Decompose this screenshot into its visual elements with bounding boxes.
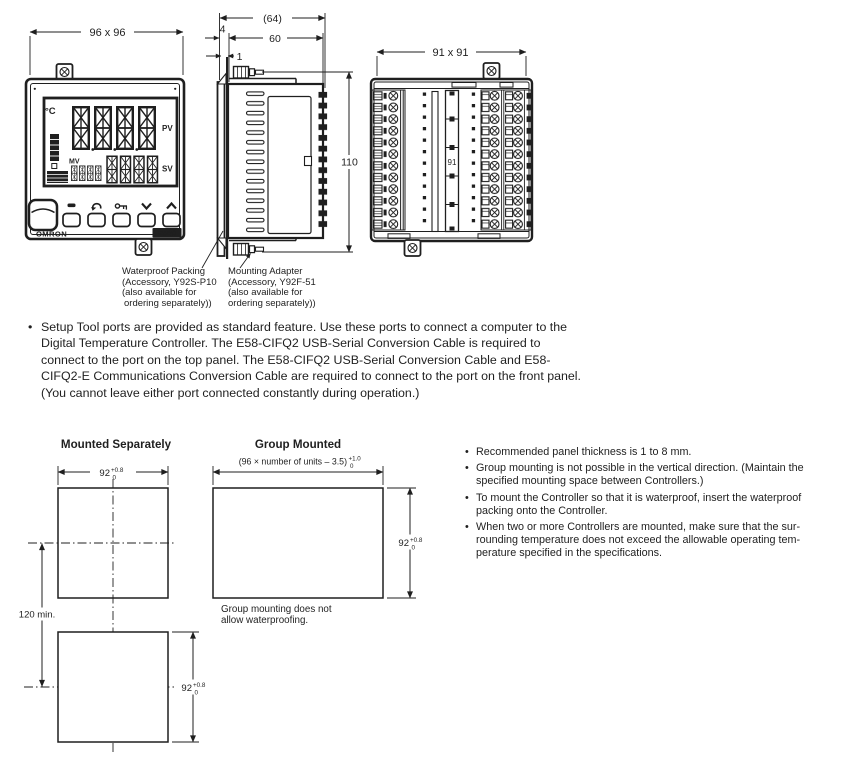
svg-text:+0.8: +0.8 xyxy=(193,682,206,689)
level-key-button xyxy=(63,214,80,227)
shift-key-button xyxy=(113,214,130,227)
mounting-notes xyxy=(465,446,854,563)
side-dim-height: 110 xyxy=(341,156,358,169)
group-mount-caption: Group mounting does not allow waterproofing. xyxy=(221,604,332,626)
mv-label: MV xyxy=(69,158,80,166)
front-view xyxy=(26,26,184,256)
mounting-note-item: • When two or more Controllers are mounted, make sure that the sur- rounding temperature does not exceed the allowable operating tem- perature specified in the specifications. xyxy=(465,521,854,560)
brand-logo: OMRON xyxy=(36,229,68,239)
mounting-note-item: • To mount the Controller so that it is waterproof, insert the waterproof packing onto the Controller. xyxy=(465,492,854,518)
mounting-note-item: • Recommended panel thickness is 1 to 8 mm. xyxy=(465,446,854,459)
up-key-button xyxy=(163,214,180,227)
svg-text:0: 0 xyxy=(112,474,117,482)
level-key-icon xyxy=(68,204,76,208)
sep-width-dim: 92 xyxy=(99,468,110,479)
rear-view xyxy=(371,46,532,257)
side-dim-total: (64) xyxy=(263,13,282,25)
svg-text:0: 0 xyxy=(194,689,199,697)
side-dim-panel: 1 xyxy=(236,51,243,63)
side-dim-body: 60 xyxy=(269,33,281,45)
side-dim-bezel: 4 xyxy=(219,23,226,36)
side-terminal-teeth xyxy=(318,90,328,230)
side-bezel xyxy=(218,82,225,256)
model-label: E5AC xyxy=(157,230,177,238)
svg-text:0: 0 xyxy=(411,544,416,552)
side-view xyxy=(205,12,363,260)
pv-label: PV xyxy=(162,124,173,133)
svg-text:0: 0 xyxy=(350,463,354,470)
pin-dots-left xyxy=(423,93,427,231)
sep-height-dim: 92 xyxy=(181,683,192,694)
key-buttons xyxy=(63,214,180,227)
mounting-adapter-top xyxy=(229,67,296,85)
rear-top-screw-icon xyxy=(487,67,496,76)
rear-bottom-screw-icon xyxy=(408,244,417,253)
waterproof-packing-top xyxy=(218,74,227,85)
svg-text:+0.8: +0.8 xyxy=(111,467,124,474)
svg-text:+0.8: +0.8 xyxy=(410,537,423,544)
terminal-block-right xyxy=(481,90,531,230)
front-bottom-screw-icon xyxy=(139,243,148,252)
setup-tool-note: • Setup Tool ports are provided as standard feature. Use these ports to connect a computer to the Digital Temperature Controller. The E58-CIFQ2 USB-Serial Conversion Cable is required to connect to the port on the top panel. The E58-CIFQ2 USB-Serial Conversion Cable and E58- CIFQ2-E Communications Conversion Cable are required to connect to the port on the front panel. (You cannot leave either port connected constantly during operation.) xyxy=(41,319,681,401)
mode-key-button xyxy=(88,214,105,227)
cutout-group xyxy=(213,456,427,599)
mounted-separately-title: Mounted Separately xyxy=(60,438,172,451)
pin-dots-right xyxy=(472,93,476,231)
cutout-group-rect xyxy=(213,488,383,598)
mounting-adapter-label: Mounting Adapter (Accessory, Y92F-51 (also available for ordering separately)) xyxy=(228,266,316,309)
usb-port-cover xyxy=(29,200,57,230)
unit-indicator: °C xyxy=(45,106,56,117)
terminal-block-left xyxy=(372,90,405,230)
waterproof-packing-label: Waterproof Packing (Accessory, Y92S-P10 (also available for ordering separately)) xyxy=(122,266,217,309)
sv-label: SV xyxy=(162,164,173,174)
cutout-separate xyxy=(13,464,210,753)
group-height-dim: 92 xyxy=(398,538,409,549)
front-dim-label: 96 x 96 xyxy=(89,27,126,39)
svg-text:+1.0: +1.0 xyxy=(348,455,361,463)
spacing-dim: 120 min. xyxy=(18,609,56,621)
group-mounted-title: Group Mounted xyxy=(254,438,342,451)
rear-molded-text: 91 xyxy=(447,158,457,167)
down-key-button xyxy=(138,214,155,227)
mounting-note-item: • Group mounting is not possible in the vertical direction. (Maintain the specified mounting space between Controllers.) xyxy=(465,462,854,488)
rear-dim-label: 91 x 91 xyxy=(432,47,469,59)
group-width-dim: (96 × number of units – 3.5) xyxy=(238,456,347,467)
cutout-square-2 xyxy=(58,632,168,742)
front-top-screw-icon xyxy=(60,68,69,77)
vent-slots xyxy=(245,91,266,237)
